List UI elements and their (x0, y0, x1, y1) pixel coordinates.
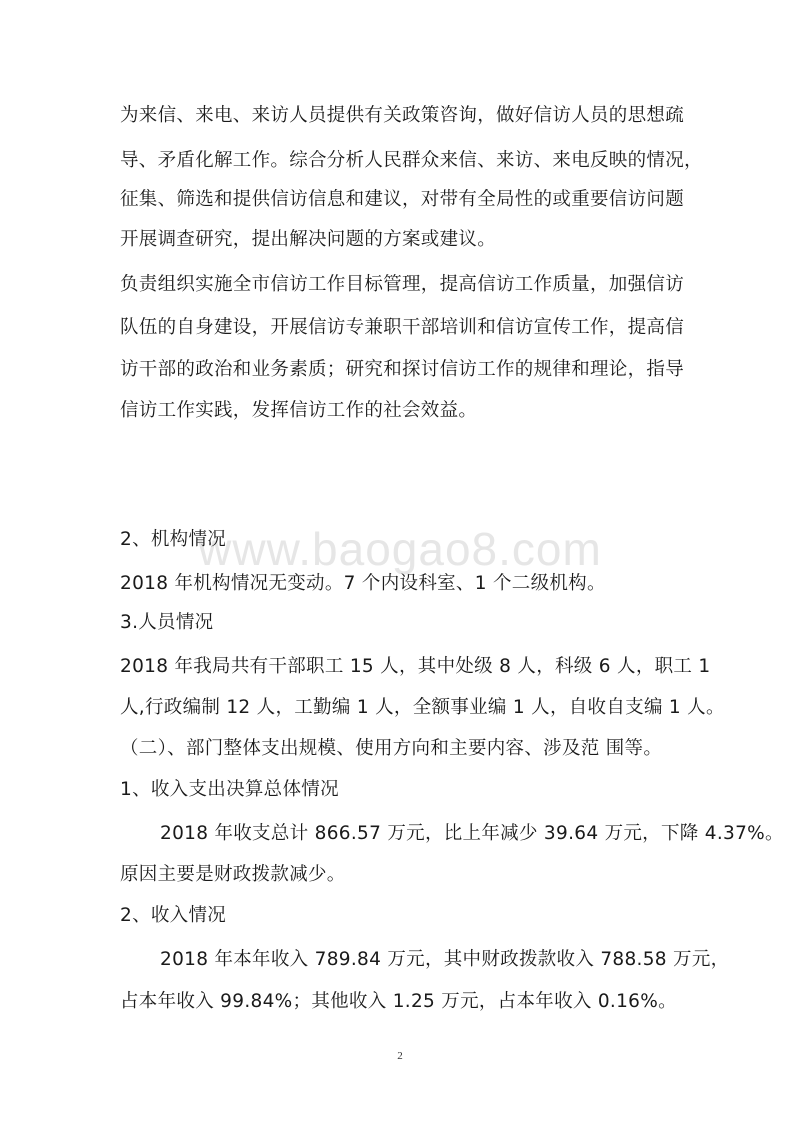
section-heading-org: 2、机构情况 (120, 529, 227, 550)
watermark: www.baogao8.com (198, 523, 602, 575)
paragraph-line: 导、矛盾化解工作。综合分析人民群众来信、来访、来电反映的情况， (120, 150, 703, 171)
org-text: 2018 年机构情况无变动。7 个内设科室、1 个二级机构。 (120, 573, 606, 594)
staff-text-line: 2018 年我局共有干部职工 15 人，其中处级 8 人，科级 6 人，职工 1 (120, 656, 711, 677)
budget-text-line: 2018 年收支总计 866.57 万元，比上年减少 39.64 万元，下降 4.37%。 (160, 823, 784, 844)
section-heading-budget: 1、收入支出决算总体情况 (120, 779, 339, 800)
paragraph-line: 负责组织实施全市信访工作目标管理，提高信访工作质量，加强信访 (120, 274, 685, 295)
paragraph-line: 访干部的政治和业务素质；研究和探讨信访工作的规律和理论，指导 (120, 359, 685, 380)
income-text-line: 占本年收入 99.84%；其他收入 1.25 万元，占本年收入 0.16%。 (120, 991, 677, 1012)
section-heading-scope: （二）、部门整体支出规模、使用方向和主要内容、涉及范 围等。 (120, 738, 663, 759)
page-number: 2 (397, 1050, 403, 1062)
section-heading-income: 2、收入情况 (120, 905, 227, 926)
paragraph-line: 为来信、来电、来访人员提供有关政策咨询，做好信访人员的思想疏 (120, 105, 685, 126)
paragraph-line: 开展调查研究，提出解决问题的方案或建议。 (120, 229, 497, 250)
section-heading-staff: 3.人员情况 (120, 612, 214, 633)
income-text-line: 2018 年本年收入 789.84 万元，其中财政拨款收入 788.58 万元， (160, 949, 730, 970)
staff-text-line: 人,行政编制 12 人，工勤编 1 人，全额事业编 1 人，自收自支编 1 人。 (120, 697, 725, 718)
paragraph-line: 队伍的自身建设，开展信访专兼职干部培训和信访宣传工作，提高信 (120, 317, 685, 338)
paragraph-line: 征集、筛选和提供信访信息和建议，对带有全局性的或重要信访问题 (120, 189, 685, 210)
budget-text-line: 原因主要是财政拨款减少。 (120, 864, 346, 885)
paragraph-line: 信访工作实践，发挥信访工作的社会效益。 (120, 400, 478, 421)
